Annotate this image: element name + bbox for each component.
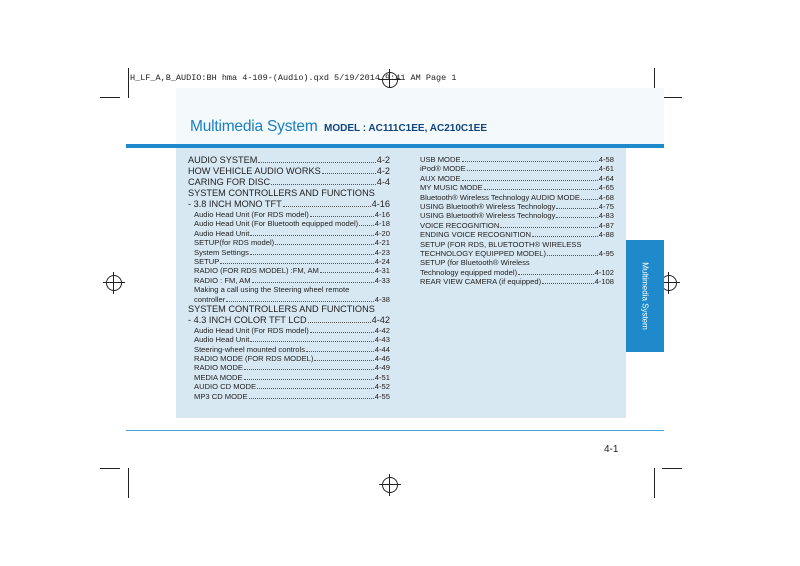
toc-leader-dots: [310, 215, 374, 217]
toc-leader-dots: [556, 216, 597, 218]
toc-entry-title: MP3 CD MODE: [194, 391, 248, 401]
toc-entry-page: 4-87: [598, 220, 614, 230]
toc-entry-title: REAR VIEW CAMERA (if equipped): [420, 277, 542, 287]
crop-mark: [128, 68, 129, 98]
toc-entry[interactable]: [188, 210, 390, 219]
toc-entry-title: HOW VEHICLE AUDIO WORKS: [188, 166, 321, 176]
crop-mark: [662, 468, 682, 469]
toc-entry-title: RADIO MODE: [194, 363, 243, 373]
toc-entry[interactable]: [420, 240, 614, 249]
crop-mark: [100, 97, 120, 98]
toc-leader-dots: [275, 243, 374, 245]
toc-leader-dots: [250, 253, 374, 255]
model-label: MODEL : AC111C1EE, AC210C1EE: [323, 123, 488, 134]
toc-entry[interactable]: [188, 363, 390, 372]
toc-entry[interactable]: [420, 277, 614, 286]
toc-entry-page: 4-68: [598, 192, 614, 202]
toc-entry-title: MY MUSIC MODE: [420, 183, 483, 193]
toc-entry[interactable]: [420, 202, 614, 211]
toc-entry[interactable]: [188, 257, 390, 266]
toc-leader-dots: [250, 234, 373, 236]
toc-leader-dots: [220, 262, 373, 264]
toc-entry-page: 4-2: [376, 155, 390, 165]
toc-leader-dots: [257, 387, 374, 389]
toc-entry[interactable]: [188, 219, 390, 228]
toc-entry-page: 4-46: [374, 354, 390, 364]
toc-entry-page: 4-51: [374, 372, 390, 382]
toc-entry-page: 4-83: [598, 211, 614, 221]
toc-entry-title: SETUP: [194, 256, 220, 266]
toc-entry-title: VOICE RECOGNITION: [420, 220, 500, 230]
toc-leader-dots: [258, 161, 375, 163]
toc-leader-dots: [314, 359, 373, 361]
toc-leader-dots: [500, 226, 597, 228]
toc-entry[interactable]: [420, 268, 614, 277]
toc-entry[interactable]: [188, 188, 390, 199]
toc-entry-title: Audio Head Unit (For RDS model): [194, 210, 309, 219]
page-header: [190, 118, 487, 136]
toc-leader-dots: [542, 282, 593, 284]
toc-entry[interactable]: [420, 221, 614, 230]
toc-entry-title: SETUP(for RDS model): [194, 238, 275, 248]
toc-entry-title: RADIO : FM, AM: [194, 275, 251, 285]
toc-entry-title: USING Bluetooth® Wireless Technology: [420, 201, 556, 211]
toc-entry[interactable]: [420, 258, 614, 267]
toc-entry[interactable]: [188, 295, 390, 304]
toc-entry-title: TECHNOLOGY EQUIPPED MODEL): [420, 248, 547, 258]
toc-entry-title: Making a call using the Steering wheel remote: [194, 285, 350, 295]
toc-entry-title: SETUP (for Bluetooth® Wireless: [420, 258, 530, 268]
toc-entry[interactable]: [188, 276, 390, 285]
toc-entry-title: Audio Head Unit (For Bluetooth equipped model): [194, 219, 359, 229]
toc-leader-dots: [271, 183, 376, 185]
toc-entry-title: - 4.3 INCH COLOR TFT LCD: [188, 314, 307, 325]
toc-entry[interactable]: [188, 304, 390, 315]
toc-leader-dots: [322, 172, 376, 174]
registration-mark-icon: [103, 272, 125, 294]
toc-entry-page: 4-65: [598, 183, 614, 193]
toc-entry-title: MEDIA MODE: [194, 372, 243, 382]
toc-leader-dots: [244, 378, 374, 380]
toc-entry-title: SYSTEM CONTROLLERS AND FUNCTIONS: [188, 303, 375, 314]
toc-entry[interactable]: [188, 166, 390, 177]
toc-entry-title: Technology equipped model): [420, 267, 518, 277]
toc-leader-dots: [283, 205, 371, 207]
toc-entry-page: 4-38: [374, 294, 390, 304]
toc-entry-page: 4-88: [598, 230, 614, 240]
toc-entry-page: 4-33: [374, 275, 390, 285]
toc-entry[interactable]: [188, 326, 390, 335]
toc-leader-dots: [484, 188, 598, 190]
toc-entry-page: 4-102: [594, 267, 614, 277]
toc-entry-page: 4-18: [374, 219, 390, 229]
toc-entry-title: System Settings: [194, 247, 249, 257]
toc-entry[interactable]: [188, 382, 390, 391]
toc-entry-title: Audio Head Unit: [194, 335, 250, 345]
toc-entry[interactable]: [420, 249, 614, 258]
toc-entry-page: 4-108: [594, 277, 614, 287]
crop-mark: [662, 97, 682, 98]
toc-leader-dots: [226, 300, 374, 302]
toc-entry-title: SETUP (FOR RDS, BLUETOOTH® WIRELESS: [420, 239, 582, 249]
toc-entry[interactable]: [188, 266, 390, 275]
toc-entry-title: RADIO (FOR RDS MODEL) :FM, AM: [194, 266, 319, 276]
toc-entry[interactable]: [188, 392, 390, 401]
toc-leader-dots: [467, 169, 598, 171]
toc-leader-dots: [581, 198, 598, 200]
toc-entry-page: 4-24: [374, 256, 390, 266]
toc-entry-page: 4-16: [374, 210, 390, 219]
toc-entry-page: 4-49: [374, 363, 390, 373]
crop-mark: [100, 468, 120, 469]
toc-entry[interactable]: [188, 248, 390, 257]
toc-right-column: [420, 155, 614, 286]
toc-entry[interactable]: [420, 174, 614, 183]
toc-entry-page: 4-55: [374, 391, 390, 401]
toc-leader-dots: [306, 350, 374, 352]
toc-leader-dots: [320, 271, 374, 273]
toc-left-column: [188, 155, 390, 401]
toc-entry[interactable]: [188, 229, 390, 238]
toc-entry-title: USB MODE: [420, 155, 461, 164]
toc-entry-page: 4-44: [374, 344, 390, 354]
toc-leader-dots: [250, 340, 373, 342]
toc-entry-page: 4-42: [371, 314, 390, 325]
toc-entry[interactable]: [188, 345, 390, 354]
print-slug-line: H_LF_A,B_AUDIO:BH hma 4-109-(Audio).qxd 5/19/2014 9:41 AM Page 1: [130, 73, 457, 83]
toc-entry-page: 4-43: [374, 335, 390, 345]
toc-entry-page: 4-64: [598, 173, 614, 183]
toc-leader-dots: [252, 281, 374, 283]
toc-entry-page: 4-52: [374, 382, 390, 392]
crop-mark: [128, 468, 129, 498]
toc-entry[interactable]: [188, 285, 390, 294]
toc-entry-title: Steering-wheel mounted controls: [194, 344, 306, 354]
toc-entry-title: CARING FOR DISC: [188, 177, 271, 187]
toc-entry[interactable]: [188, 155, 390, 166]
toc-entry-page: 4-95: [598, 248, 614, 258]
chapter-side-tab-label: Multimedia System: [640, 262, 650, 330]
toc-entry-page: 4-75: [598, 201, 614, 211]
toc-entry[interactable]: [188, 238, 390, 247]
crop-mark: [654, 468, 655, 498]
toc-entry-page: 4-42: [374, 325, 390, 335]
toc-entry-title: AUDIO CD MODE: [194, 382, 257, 392]
footer-rule: [126, 430, 664, 431]
toc-leader-dots: [462, 179, 598, 181]
toc-entry[interactable]: [188, 315, 390, 326]
toc-entry-title: USING Bluetooth® Wireless Technology: [420, 211, 556, 221]
toc-leader-dots: [518, 273, 593, 275]
toc-entry-page: 4-20: [374, 228, 390, 238]
toc-entry-page: 4-21: [374, 238, 390, 248]
toc-leader-dots: [249, 397, 374, 399]
toc-entry-page: 4-2: [376, 166, 390, 176]
toc-leader-dots: [310, 331, 374, 333]
registration-mark-icon: [379, 474, 401, 496]
toc-entry-page: 4-61: [598, 164, 614, 174]
toc-entry[interactable]: [188, 177, 390, 188]
toc-entry[interactable]: [188, 373, 390, 382]
toc-entry-title: AUX MODE: [420, 173, 461, 183]
toc-leader-dots: [308, 321, 371, 323]
toc-entry[interactable]: [420, 164, 614, 173]
toc-entry-page: 4-4: [376, 177, 390, 187]
toc-leader-dots: [462, 160, 598, 162]
toc-leader-dots: [359, 224, 374, 226]
toc-entry[interactable]: [420, 230, 614, 239]
toc-entry-title: Bluetooth® Wireless Technology AUDIO MODE: [420, 192, 580, 202]
toc-entry-title: SYSTEM CONTROLLERS AND FUNCTIONS: [188, 188, 375, 198]
page-title: Multimedia System: [190, 118, 318, 135]
toc-entry-title: Audio Head Unit (For RDS model): [194, 325, 309, 335]
toc-entry-page: 4-23: [374, 247, 390, 257]
toc-entry-title: - 3.8 INCH MONO TFT: [188, 199, 282, 209]
toc-entry[interactable]: [420, 211, 614, 220]
toc-entry-title: Audio Head Unit: [194, 228, 250, 238]
toc-entry[interactable]: [420, 155, 614, 164]
toc-entry[interactable]: [188, 335, 390, 344]
toc-entry[interactable]: [420, 193, 614, 202]
toc-entry-title: AUDIO SYSTEM: [188, 155, 258, 165]
toc-leader-dots: [556, 207, 597, 209]
toc-entry-page: 4-16: [371, 199, 390, 209]
toc-entry-page: 4-31: [374, 266, 390, 276]
toc-entry-page: 4-58: [598, 155, 614, 164]
toc-entry[interactable]: [188, 199, 390, 210]
toc-leader-dots: [244, 368, 374, 370]
toc-entry-title: iPod® MODE: [420, 164, 466, 174]
page-number: 4-1: [604, 444, 619, 455]
toc-leader-dots: [547, 254, 598, 256]
toc-entry-title: RADIO MODE (FOR RDS MODEL): [194, 354, 314, 364]
toc-entry-title: controller: [194, 294, 226, 304]
toc-entry[interactable]: [188, 354, 390, 363]
toc-entry-title: ENDING VOICE RECOGNITION: [420, 230, 531, 240]
toc-entry[interactable]: [420, 183, 614, 192]
toc-leader-dots: [532, 235, 598, 237]
